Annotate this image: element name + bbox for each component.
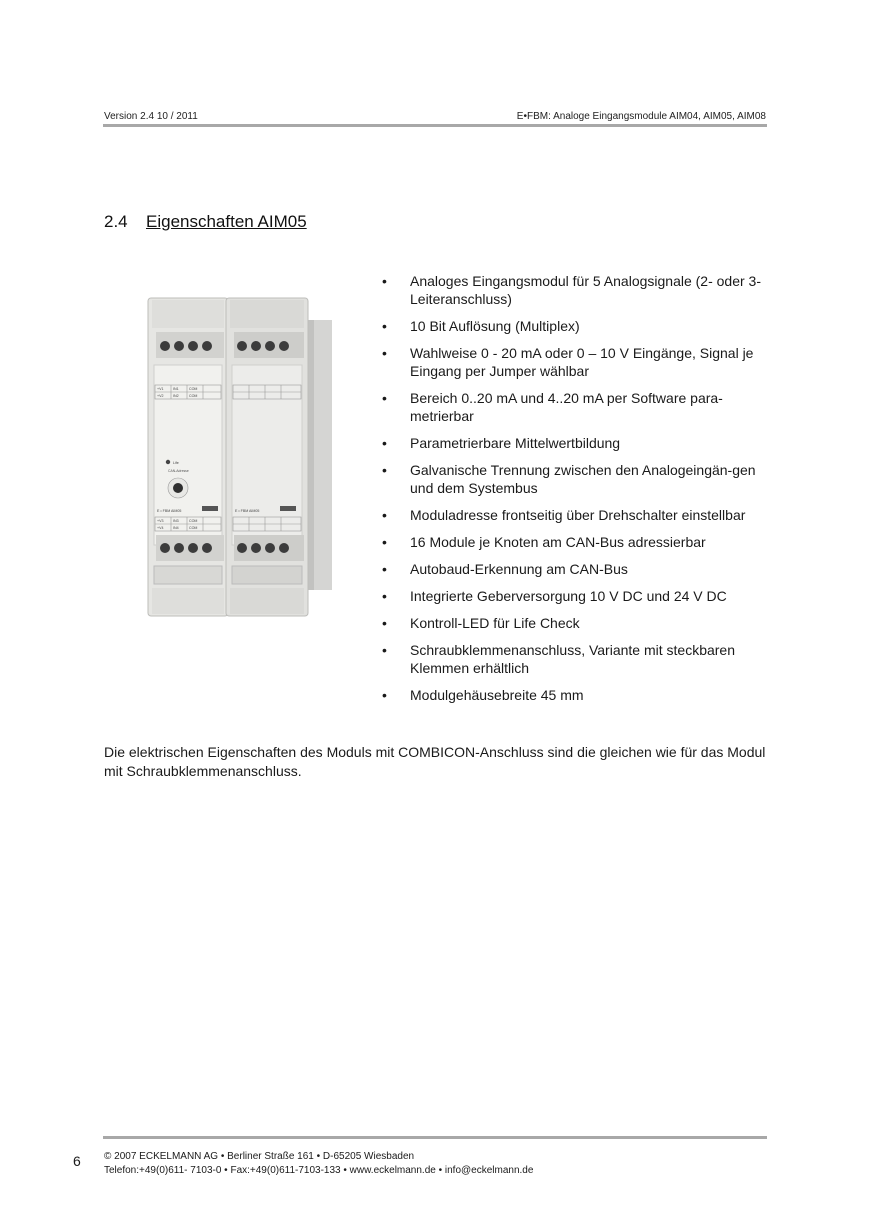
header-doc-title: E•FBM: Analoge Eingangsmodule AIM04, AIM05, AIM08	[516, 111, 766, 122]
footer-address: © 2007 ECKELMANN AG • Berliner Straße 161 • D-65205 Wiesbaden	[104, 1151, 415, 1162]
svg-text:IN3: IN3	[173, 519, 179, 523]
svg-text:E • FBM AIM05: E • FBM AIM05	[157, 509, 182, 513]
list-item: • Wahlweise 0 - 20 mA oder 0 – 10 V Eingänge, Signal je Eingang per Jumper wählbar	[382, 344, 772, 380]
svg-text:CAN-Adresse: CAN-Adresse	[168, 469, 189, 473]
svg-text:+V1: +V1	[157, 387, 164, 391]
header-version: Version 2.4 10 / 2011	[104, 111, 198, 122]
svg-text:IN2: IN2	[173, 394, 179, 398]
list-item: • Integrierte Geberversorgung 10 V DC und 24 V DC	[382, 587, 772, 605]
list-item: • 16 Module je Knoten am CAN-Bus adressierbar	[382, 533, 772, 551]
list-item: • 10 Bit Auflösung (Multiplex)	[382, 317, 772, 335]
page-number: 6	[73, 1153, 81, 1169]
list-item: • Schraubklemmenanschluss, Variante mit steckbaren Klemmen erhältlich	[382, 641, 772, 677]
svg-text:IN4: IN4	[173, 526, 179, 530]
svg-text:E • FBM AIM05: E • FBM AIM05	[235, 509, 260, 513]
list-item: • Autobaud-Erkennung am CAN-Bus	[382, 560, 772, 578]
list-item: • Parametrierbare Mittelwertbildung	[382, 434, 772, 452]
product-photo-aim05	[138, 290, 338, 620]
footer-divider	[103, 1136, 767, 1139]
footer-contact: Telefon:+49(0)611- 7103-0 • Fax:+49(0)611-7103-133 • www.eckelmann.de • info@eckelmann.de	[104, 1165, 534, 1176]
section-number: 2.4	[104, 212, 128, 231]
feature-list	[382, 272, 772, 713]
svg-text:COM: COM	[189, 526, 198, 530]
list-item: • Moduladresse frontseitig über Drehschalter einstellbar	[382, 506, 772, 524]
svg-text:COM: COM	[189, 394, 198, 398]
list-item: • Galvanische Trennung zwischen den Analogeingän-gen und dem Systembus	[382, 461, 772, 497]
svg-text:+V4: +V4	[157, 526, 164, 530]
svg-text:+V2: +V2	[157, 394, 164, 398]
section-title: Eigenschaften AIM05	[146, 212, 307, 231]
svg-text:COM: COM	[189, 387, 198, 391]
svg-text:COM: COM	[189, 519, 198, 523]
list-item: • Analoges Eingangsmodul für 5 Analogsignale (2- oder 3-Leiteranschluss)	[382, 272, 772, 308]
body-paragraph: Die elektrischen Eigenschaften des Moduls mit COMBICON-Anschluss sind die gleichen wie für das Modul mit Schraubklemmenanschluss.	[104, 744, 766, 779]
life-led	[166, 460, 170, 464]
section-heading	[104, 212, 307, 232]
list-item: • Bereich 0..20 mA und 4..20 mA per Software para-metrierbar	[382, 389, 772, 425]
svg-text:IN1: IN1	[173, 387, 179, 391]
header-divider	[103, 124, 767, 127]
list-item: • Kontroll-LED für Life Check	[382, 614, 772, 632]
svg-text:+V3: +V3	[157, 519, 164, 523]
svg-text:Life: Life	[173, 461, 179, 465]
list-item: • Modulgehäusebreite 45 mm	[382, 686, 772, 704]
